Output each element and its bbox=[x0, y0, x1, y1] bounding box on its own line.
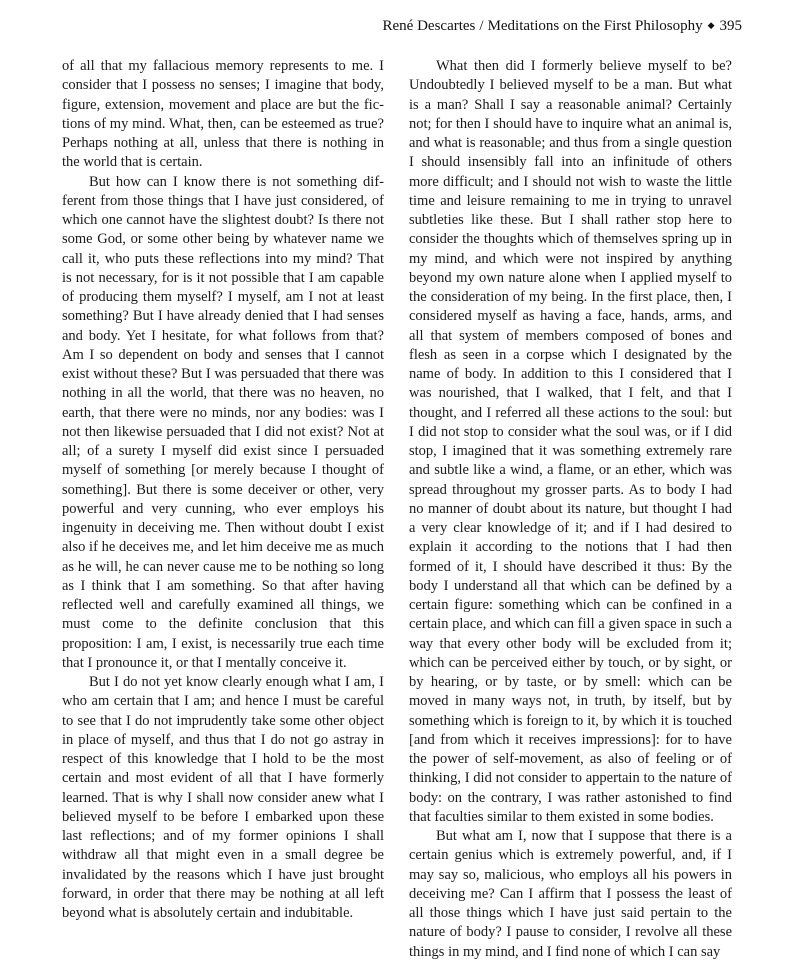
paragraph: What then did I formerly believe myself to be? Undoubtedly I believed myself to be a man. But what is a man? Shall I say a reasonable animal? Certainly not; for then I should have to inquire what an animal is, and what is reasonable; and thus from a single question I should insensibly fall into an infinitude of others more difficult; and I should not wish to waste the little time and leisure remaining to me in trying to unravel subtleties like these. But I shall rather stop here to consider the thoughts which of themselves spring up in my mind, and which were not inspired by anything beyond my own nature alone when I applied myself to the consideration of my being. In the first place, then, I considered myself as having a face, hands, arms, and all that system of members composed of bones and flesh as seen in a corpse which I designated by the name of body. In addition to this I considered that I was nourished, that I walked, that I felt, and that I thought, and I referred all these actions to the soul: but I did not stop to consider what the soul was, or if I did stop, I imagined that it was something extremely rare and subtle like a wind, a flame, or an ether, which was spread throughout my grosser parts. As to body I had no manner of doubt about its nature, but thought I had a very clear knowledge of it; and if I had desired to explain it according to the notions that I had then formed of it, I should have described it thus: By the body I understand all that which can be defined by a certain figure: something which can be confined in a certain place, and which can fill a given space in such a way that every other body will be excluded from it; which can be perceived either by touch, or by sight, or by hearing, or by taste, or by smell: which can be moved in many ways not, in truth, by itself, but by something which is foreign to it, by which it is touched [and from which it receives impressions]: for to have the power of self-movement, as also of feeling or of thinking, I did not consider to appertain to the nature of body: on the contrary, I was rather astonished to find that faculties similar to them existed in some bodies. bbox=[409, 58, 732, 825]
paragraph: But how can I know there is not something different from those things that I have just considered, of which one cannot have the slightest doubt? Is there not some God, or some other being by whatever name we call it, who puts these reflections into my mind? That is not necessary, for is it not possible that I am capable of producing them myself? I myself, am I not at least something? But I have already denied that I had senses and body. Yet I hesitate, for what follows from that? Am I so dependent on body and senses that I cannot exist without these? But I was persuaded that there was nothing in all the world, that there was no heaven, no earth, that there were no minds, nor any bodies: was I not then likewise persuaded that I did not exist? Not at all; of a surety I myself did exist since I persuaded myself of something [or merely because I thought of something]. But there is some deceiver or other, very powerful and very cunning, who ever employs his ingenuity in deceiving me. Then without doubt I exist also if he deceives me, and let him deceive me as much as he will, he can never cause me to be nothing so long as I think that I am something. So that after having reflected well and carefully examined all things, we must come to the definite conclusion that this proposition: I am, I exist, is necessarily true each time that I pronounce it, or that I mentally conceive it. bbox=[62, 173, 384, 671]
left-text-column bbox=[62, 57, 384, 923]
right-text-column bbox=[409, 57, 732, 962]
paragraph: But what am I, now that I suppose that there is a certain genius which is extremely powerful, and, if I may say so, malicious, who employs all his powers in deceiving me? Can I affirm that I possess the least of all those things which I have just said pertain to the nature of body? I pause to consider, I revolve all these things in my mind, and I find none of which I can say bbox=[409, 828, 732, 960]
page-number: 395 bbox=[719, 18, 742, 34]
running-header bbox=[383, 15, 742, 36]
paragraph-continued: of all that my fallacious memory represents to me. I consider that I possess no senses; I imagine that body, figure, extension, movement and place are but the fictions of my mind. What, then, can be esteemed as true? Perhaps nothing at all, unless that there is nothing in the world that is certain. bbox=[62, 58, 384, 171]
header-author: René Descartes bbox=[382, 18, 476, 34]
paragraph: But I do not yet know clearly enough what I am, I who am certain that I am; and hence I must be careful to see that I do not imprudently take some other object in place of myself, and thus that I do not go astray in respect of this knowledge that I hold to be the most certain and most evident of all that I have formerly learned. That is why I shall now consider anew what I believed myself to be before I embarked upon these last reflections; and of my former opinions I shall withdraw all that might even in a small degree be invalidated by the reasons which I have just brought forward, in order that there may be nothing at all left beyond what is absolutely certain and indubitable. bbox=[62, 674, 384, 921]
header-book-title: Meditations on the First Philosophy bbox=[487, 18, 703, 34]
header-separator: / bbox=[479, 18, 484, 34]
diamond-ornament-icon: ◆ bbox=[707, 20, 715, 30]
